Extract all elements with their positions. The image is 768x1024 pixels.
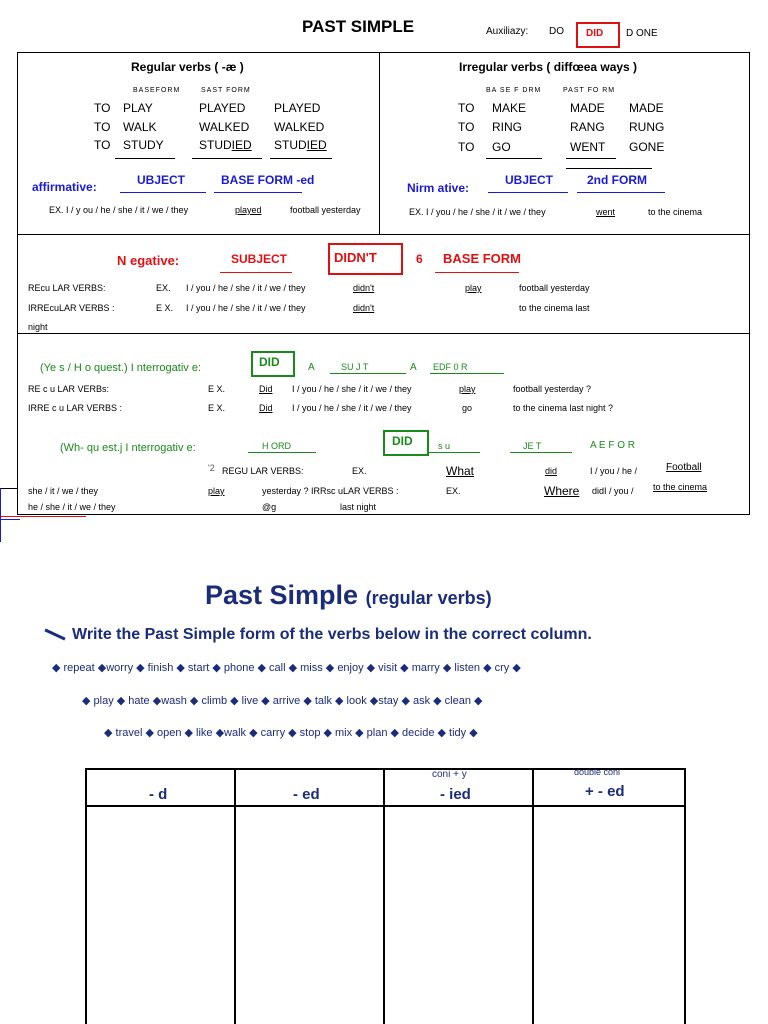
answer-table-header-divider xyxy=(85,805,686,807)
pronouns: I / you / he / she / it / we / they xyxy=(186,283,306,293)
row-divider-1 xyxy=(17,234,749,235)
verb-base: PLAY xyxy=(123,101,153,115)
underline xyxy=(577,192,665,193)
yesno-irregular-label: IRRE c u LAR VERBS : xyxy=(28,403,123,413)
sentence-tail: last night xyxy=(340,502,377,512)
answer-table-border xyxy=(383,768,385,1024)
answer-table-border xyxy=(234,768,236,1024)
verb-past: RANG xyxy=(570,120,605,134)
column-divider xyxy=(379,52,380,234)
wh-word-what: What xyxy=(446,464,475,478)
verb-past: PLAYED xyxy=(199,101,246,115)
ex-label: EX. xyxy=(352,466,367,476)
column-header-ied: - ied xyxy=(440,786,471,803)
underline xyxy=(270,158,332,159)
verb-word: @g xyxy=(262,502,277,512)
example-pronouns: EX. I / you / he / she / it / we / they xyxy=(409,207,546,217)
example-verb: went xyxy=(596,207,616,217)
underline xyxy=(486,158,542,159)
underline xyxy=(115,158,175,159)
underline xyxy=(435,272,519,273)
did-word: Did xyxy=(259,384,273,394)
verb-word: go xyxy=(462,403,473,413)
sentence-tail: football yesterday xyxy=(519,283,590,293)
example-pronouns: EX. I / y ou / he / she / it / we / they xyxy=(49,205,189,215)
negative-base-form: BASE FORM xyxy=(443,251,521,266)
edge-mark xyxy=(0,516,86,517)
verb-participle: WALKED xyxy=(274,120,325,134)
edge-mark xyxy=(0,488,1,542)
ex-label: EX. xyxy=(156,283,171,293)
verb-list-line-1: ◆ repeat ◆worry ◆ finish ◆ start ◆ phone ◆ call ◆ miss ◆ enjoy ◆ visit ◆ marry ◆ listen ◆ cry ◆ xyxy=(52,662,521,674)
yesno-did: DID xyxy=(259,355,280,369)
verb-participle: RUNG xyxy=(629,120,665,134)
verb-past: WENT xyxy=(570,140,606,154)
sentence-tail: yesterday ? IRRsc uLAR VERBS : xyxy=(262,486,399,496)
aux-did: DID xyxy=(586,28,604,39)
verb-base: WALK xyxy=(123,120,157,134)
answer-cell-ied[interactable] xyxy=(386,808,530,1024)
wh-did: DID xyxy=(392,434,413,448)
verb-word: play xyxy=(459,384,476,394)
ex-label: EX. xyxy=(446,486,461,496)
exercise-title: Past Simple (regular verbs) xyxy=(205,580,492,610)
example-verb: played xyxy=(235,205,262,215)
edge-mark xyxy=(0,488,18,489)
irregular-col-past: PAST FO RM xyxy=(563,87,616,94)
yesno-regular-label: RE c u LAR VERBs: xyxy=(28,384,110,394)
affirmative-irregular-label: Nirm ative: xyxy=(407,181,470,195)
answer-table-border xyxy=(684,768,686,1024)
negative-regular-label: REcu LAR VERBS: xyxy=(28,283,106,293)
page-title: PAST SIMPLE xyxy=(302,17,415,36)
yesno-interrogative-label: (Ye s / H o quest.) I nterrogativ e: xyxy=(40,362,202,374)
underline xyxy=(510,452,572,453)
column-header-d: - d xyxy=(149,786,168,803)
answer-cell-d[interactable] xyxy=(88,808,232,1024)
answer-table-border xyxy=(85,768,87,1024)
second-form-slot: 2nd FORM xyxy=(587,173,647,187)
verb-list-line-3: ◆ travel ◆ open ◆ like ◆walk ◆ carry ◆ stop ◆ mix ◆ plan ◆ decide ◆ tidy ◆ xyxy=(104,727,478,739)
regular-title: Regular verbs ( -æ ) xyxy=(131,60,244,74)
ex-label: E X. xyxy=(156,303,174,313)
wh-interrogative-label: (Wh- qu est.j I nterrogativ e: xyxy=(60,442,196,454)
did-pronouns: didI / you / xyxy=(592,486,634,496)
affirmative-label: affirmative: xyxy=(32,180,97,194)
column-header-double: + - ed xyxy=(585,783,625,800)
pronouns: I / you / he / she / it / we / they xyxy=(292,403,412,413)
exercise-instruction: Write the Past Simple form of the verbs below in the correct column. xyxy=(44,626,592,644)
base-form-ed-slot: BASE FORM -ed xyxy=(221,173,315,187)
negative-didnt: DIDN'T xyxy=(334,250,377,265)
example-object: to the cinema xyxy=(653,482,708,492)
subject-slot: UBJECT xyxy=(137,173,186,187)
auxiliary-label: Auxiliazy: xyxy=(486,26,529,37)
underline xyxy=(566,158,616,159)
and-marker: A xyxy=(308,362,315,373)
answer-cell-double[interactable] xyxy=(535,808,682,1024)
sentence-tail: football yesterday ? xyxy=(513,384,592,394)
pronouns: I / you / he / she / it / we / they xyxy=(292,384,412,394)
wh-regular-label: REGU LAR VERBS: xyxy=(222,466,304,476)
verb-base: RING xyxy=(492,120,522,134)
regular-col-past: SAST FORM xyxy=(201,87,251,94)
pronouns: I / you / he / xyxy=(590,466,638,476)
to-label: TO xyxy=(94,138,111,152)
underline xyxy=(330,373,406,374)
to-label: TO xyxy=(94,101,111,115)
subject-slot-start: s u xyxy=(438,441,451,451)
negative-irregular-label: IRREcuLAR VERBS : xyxy=(28,303,115,313)
subject-slot: SU J T xyxy=(341,362,369,372)
example-object: Football xyxy=(666,462,702,473)
pronouns-wrap: she / it / we / they xyxy=(28,486,99,496)
example-tail: football yesterday xyxy=(290,205,361,215)
negative-label: N egative: xyxy=(117,253,180,268)
underline xyxy=(220,272,292,273)
verb-participle: GONE xyxy=(629,140,665,154)
verb-past: MADE xyxy=(570,101,605,115)
wh-word-where: Where xyxy=(544,484,580,498)
verb-participle: STUDIED xyxy=(274,138,327,152)
subject-slot-end: JE T xyxy=(523,441,542,451)
verb-past: WALKED xyxy=(199,120,250,134)
verb-participle: PLAYED xyxy=(274,101,321,115)
column-header-double-note: double coni xyxy=(574,767,621,777)
answer-cell-ed[interactable] xyxy=(237,808,381,1024)
sentence-tail: to the cinema last xyxy=(519,303,590,313)
regular-col-base: BASEFORM xyxy=(133,87,181,94)
to-label: TO xyxy=(458,101,475,115)
sentence-tail-wrap: night xyxy=(28,322,48,332)
verb-base: GO xyxy=(492,140,511,154)
underline xyxy=(248,452,316,453)
base-form-slot: A E F O R xyxy=(590,440,636,451)
column-header-ied-note: coni + y xyxy=(432,769,467,780)
irregular-col-base: BA SE F DRM xyxy=(486,87,542,94)
example-tail: to the cinema xyxy=(648,207,703,217)
wh-word-slot: H ORD xyxy=(262,441,291,451)
column-header-ed: - ed xyxy=(293,786,320,803)
to-label: TO xyxy=(458,120,475,134)
underline xyxy=(566,168,652,169)
didnt-word: didn't xyxy=(353,303,375,313)
underline xyxy=(430,373,504,374)
underline xyxy=(428,452,480,453)
underline xyxy=(214,192,302,193)
verb-participle: MADE xyxy=(629,101,664,115)
verb-base: MAKE xyxy=(492,101,527,115)
ex-label: E X. xyxy=(208,384,226,394)
row-divider-2 xyxy=(17,333,749,334)
underline xyxy=(192,158,262,159)
did-word: did xyxy=(545,466,558,476)
edge-mark xyxy=(0,519,20,520)
subject-slot: UBJECT xyxy=(505,173,554,187)
verb-word: play xyxy=(465,283,482,293)
marker-two: '2 xyxy=(208,463,215,473)
pronouns-wrap: he / she / it / we / they xyxy=(28,502,116,512)
sentence-tail: to the cinema last night ? xyxy=(513,403,614,413)
pronouns: I / you / he / she / it / we / they xyxy=(186,303,306,313)
irregular-title: Irregular verbs ( diffœea ways ) xyxy=(459,60,638,74)
underline xyxy=(488,192,568,193)
to-label: TO xyxy=(94,120,111,134)
verb-base: STUDY xyxy=(123,138,164,152)
to-label: TO xyxy=(458,140,475,154)
verb-list-line-2: ◆ play ◆ hate ◆wash ◆ climb ◆ live ◆ arrive ◆ talk ◆ look ◆stay ◆ ask ◆ clean ◆ xyxy=(82,695,483,707)
didnt-word: didn't xyxy=(353,283,375,293)
ex-label: E X. xyxy=(208,403,226,413)
underline xyxy=(120,192,206,193)
aux-do: DO xyxy=(549,26,564,37)
verb-past: STUDIED xyxy=(199,138,252,152)
and-marker: A xyxy=(410,362,417,373)
negative-subject: SUBJECT xyxy=(231,252,288,266)
base-form-slot: EDF 0 R xyxy=(433,362,468,372)
did-word: Did xyxy=(259,403,273,413)
aux-done: D ONE xyxy=(626,28,658,39)
negative-six: 6 xyxy=(416,252,423,266)
answer-table-border xyxy=(532,768,534,1024)
pencil-icon xyxy=(44,629,65,641)
verb-word: play xyxy=(208,486,225,496)
